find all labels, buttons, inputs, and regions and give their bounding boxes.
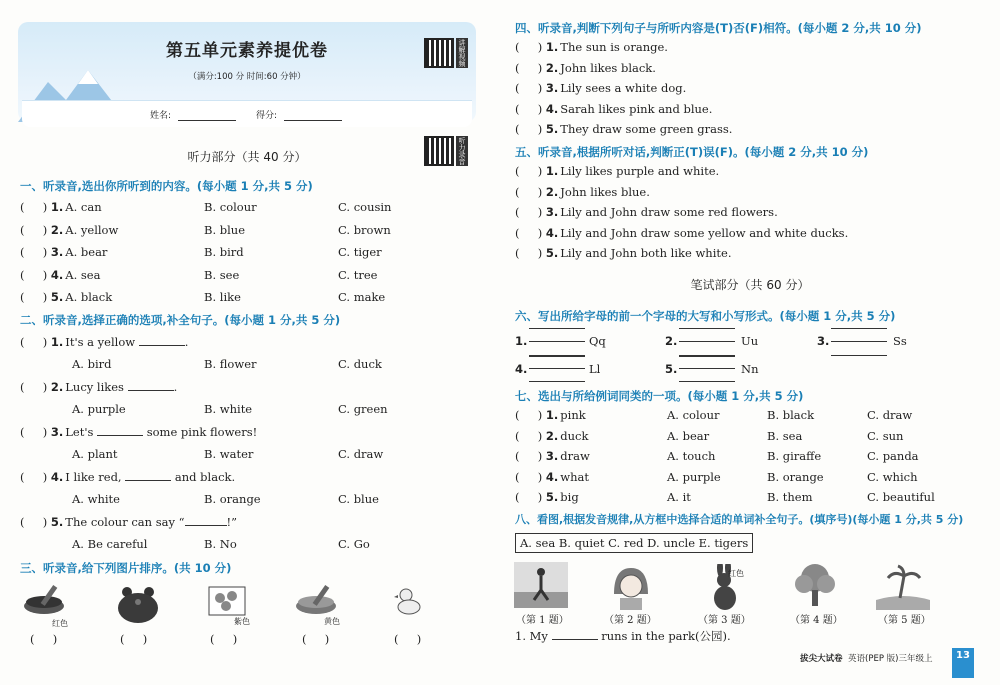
bear-icon	[115, 584, 161, 624]
item-number: 5.	[50, 290, 64, 304]
duck-icon	[394, 586, 424, 616]
item-number: 2.	[50, 222, 64, 237]
section-4-title: 四、听录音,判断下列句子与所听内容是(T)否(F)相符。(每小题 2 分,共 10 分)	[515, 21, 922, 35]
list-item: ( ) 3. Lily sees a white dog.	[515, 81, 687, 96]
list-item: ( ) 5. Lily and John both like white.	[515, 246, 732, 261]
option-a: A. can	[65, 200, 102, 214]
option-c: C. beautiful	[867, 490, 935, 505]
sentence-post: !”	[226, 515, 238, 529]
option-b: B. giraffe	[767, 449, 822, 464]
option-b: B. No	[204, 537, 237, 551]
item-number: 4.	[515, 362, 528, 376]
option-b: B. orange	[767, 469, 824, 484]
section-5-list	[515, 164, 848, 267]
name-score-bar	[22, 100, 472, 127]
option-c: C. tree	[338, 267, 378, 282]
option-a: A. bird	[72, 357, 112, 371]
list-item: ( ) 2. John likes black.	[515, 60, 656, 75]
item-number: 3.	[545, 81, 559, 96]
section-1-title: 一、听录音,选出你所听到的内容。(每小题 1 分,共 5 分)	[20, 179, 313, 193]
item-number: 4.	[545, 225, 559, 240]
flowers-icon	[208, 586, 246, 616]
writing-lines[interactable]	[529, 356, 585, 382]
item-number: 1.	[50, 200, 64, 214]
answer-blank[interactable]	[185, 524, 227, 526]
section-7-title: 七、选出与所给例词同类的一项。(每小题 1 分,共 5 分)	[515, 389, 804, 403]
name-field[interactable]	[178, 119, 236, 121]
answer-blank[interactable]	[552, 638, 598, 640]
example-word: duck	[560, 428, 589, 443]
item-number: 3.	[50, 245, 64, 259]
statement: They draw some green grass.	[560, 122, 733, 137]
option-a: A. it	[667, 490, 691, 505]
item-number: 2.	[545, 60, 559, 75]
tree-icon	[788, 562, 842, 608]
flowers-label: 紫色	[234, 617, 250, 626]
sentence-post: runs in the park(公园).	[601, 629, 731, 643]
option-c: C. blue	[338, 492, 379, 506]
item-number: 4.	[545, 469, 559, 484]
section-2-title: 二、听录音,选择正确的选项,补全句子。(每小题 1 分,共 5 分)	[20, 313, 341, 327]
statement: Sarah likes pink and blue.	[560, 101, 713, 116]
item-number: 2.	[545, 428, 559, 443]
option-c: C. Go	[338, 537, 370, 551]
statement: Lily sees a white dog.	[560, 81, 687, 96]
statement: John likes black.	[560, 60, 656, 75]
paint-label: 红色	[52, 619, 68, 628]
sentence-post: .	[184, 335, 189, 349]
option-c: C. duck	[338, 357, 382, 371]
order-blank-5[interactable]: ( )	[394, 632, 422, 646]
picture-caption: （第 5 题）	[878, 615, 931, 626]
option-b: B. colour	[204, 200, 257, 214]
option-c: C. brown	[338, 222, 391, 237]
item-number: 3.	[817, 334, 830, 348]
option-a: A. bear	[667, 428, 710, 443]
section-6-grid	[515, 326, 955, 382]
sentence-post: and black.	[174, 470, 236, 484]
given-letter: Ss	[893, 334, 907, 348]
list-item: ( ) 1. The sun is orange.	[515, 40, 668, 54]
section-3-title: 三、听录音,给下列图片排序。(共 10 分)	[20, 561, 232, 575]
order-blank-3[interactable]: ( )	[210, 632, 238, 646]
item-number: 5.	[545, 490, 559, 505]
sentence-pre: It's a yellow	[65, 335, 136, 349]
footer-book: 英语(PEP 版)三年级上	[848, 654, 933, 664]
writing-lines[interactable]	[679, 356, 735, 382]
score-label: 得分:	[256, 111, 278, 121]
option-b: B. water	[204, 447, 254, 461]
rabbit-label: 红色	[728, 569, 744, 578]
island-icon	[876, 564, 930, 610]
page-title: 第五单元素养提优卷	[166, 41, 328, 61]
qr-code-listening[interactable]	[424, 136, 454, 166]
list-item: ( ) 2. duck A. bear B. sea C. sun	[515, 428, 904, 443]
option-c: C. which	[867, 469, 918, 484]
item-number: 4.	[50, 470, 64, 484]
list-item: ( ) 1. It's a yellow . A. bird B. flower C. duck	[20, 335, 382, 371]
item-number: 3.	[545, 449, 559, 464]
item-number: 5.	[665, 362, 678, 376]
sentence-pre: 1. My	[515, 629, 548, 643]
item-number: 5.	[50, 515, 64, 529]
sentence-pre: Let's	[65, 425, 94, 439]
footer-brand: 拔尖大试卷	[800, 654, 843, 664]
option-b: B. sea	[767, 428, 803, 443]
given-letter: Qq	[589, 334, 606, 348]
option-a: A. plant	[72, 447, 118, 461]
option-a: A. purple	[667, 469, 721, 484]
item-number: 1.	[515, 334, 528, 348]
sentence-pre: The colour can say “	[65, 515, 185, 529]
picture-caption: （第 2 题）	[604, 615, 657, 626]
section-2-list	[20, 335, 388, 560]
list-item: ( ) 2. Lucy likes . A. purple B. white C. green	[20, 380, 388, 416]
item-number: 3.	[50, 425, 64, 439]
list-item: ( ) 5. The colour can say “ !” A. Be careful B. No C. Go	[20, 515, 370, 551]
option-a: A. black	[65, 290, 113, 304]
list-item: ( ) 2. John likes blue.	[515, 184, 650, 199]
item-number: 2.	[665, 334, 678, 348]
answer-blank[interactable]	[139, 344, 185, 346]
section-4-list	[515, 40, 732, 143]
picture-caption: （第 3 题）	[698, 615, 751, 626]
list-item	[515, 362, 529, 376]
option-a: A. purple	[72, 402, 126, 416]
example-word: pink	[560, 408, 586, 422]
writing-lines[interactable]	[529, 328, 585, 356]
picture-caption: （第 1 题）	[516, 615, 569, 626]
option-a: A. yellow	[65, 222, 119, 237]
paint-pot-icon	[294, 584, 344, 618]
option-b: B. bird	[204, 245, 244, 259]
option-b: B. them	[767, 490, 813, 505]
given-letter: Uu	[741, 334, 759, 348]
statement: John likes blue.	[560, 184, 650, 199]
item-number: 5.	[545, 246, 559, 261]
option-b: B. orange	[204, 492, 261, 506]
paint-label: 黄色	[324, 617, 340, 626]
item-number: 1.	[545, 408, 559, 422]
statement: Lily likes purple and white.	[560, 164, 720, 178]
option-a: A. Be careful	[72, 537, 148, 551]
list-item: ( ) 4. Sarah likes pink and blue.	[515, 101, 713, 116]
written-heading: 笔试部分（共 60 分）	[690, 278, 810, 292]
answer-blank[interactable]	[128, 389, 174, 391]
sentence-pre: I like red,	[65, 470, 122, 484]
item-number: 4.	[545, 101, 559, 116]
option-c: C. make	[338, 290, 386, 304]
paint-pot-icon	[22, 584, 72, 618]
item-number: 2.	[50, 380, 64, 394]
list-item	[817, 334, 831, 348]
sentence-post: .	[173, 380, 178, 394]
writing-lines[interactable]	[679, 328, 735, 356]
picture-caption: （第 4 题）	[790, 615, 843, 626]
option-a: A. sea	[65, 267, 101, 282]
list-item: ( ) 3. Lily and John draw some red flowers.	[515, 205, 778, 220]
statement: Lily and John draw some red flowers.	[560, 205, 778, 220]
listening-heading: 听力部分（共 40 分）	[187, 150, 307, 164]
answer-blank[interactable]	[97, 434, 143, 436]
list-item: ( ) 4. I like red, and black. A. white B. orange C. blue	[20, 470, 379, 506]
item-number: 1.	[50, 335, 64, 349]
list-item: ( ) 3. draw A. touch B. giraffe C. panda	[515, 449, 919, 464]
option-c: C. draw	[867, 408, 913, 422]
list-item	[665, 362, 679, 376]
item-number: 2.	[545, 184, 559, 199]
qr-code[interactable]	[424, 38, 454, 68]
option-c: C. cousin	[338, 200, 392, 214]
statement: The sun is orange.	[560, 40, 668, 54]
section-7-list	[515, 408, 955, 511]
item-number: 4.	[50, 267, 64, 282]
option-a: A. touch	[667, 449, 716, 464]
word-box: A. sea B. quiet C. red D. uncle E. tigers	[515, 533, 753, 553]
runner-icon	[514, 562, 568, 608]
qr-label: 讲解视频	[458, 39, 466, 67]
statement: Lily and John draw some yellow and white ducks.	[560, 225, 849, 240]
order-blank-1[interactable]: ( )	[30, 632, 58, 646]
order-blank-2[interactable]: ( )	[120, 632, 148, 646]
statement: Lily and John both like white.	[560, 246, 732, 261]
example-word: what	[560, 469, 590, 484]
option-c: C. draw	[338, 447, 384, 461]
list-item: ( ) 4. Lily and John draw some yellow and white ducks.	[515, 225, 849, 240]
girl-icon	[604, 564, 658, 610]
option-a: A. white	[72, 492, 120, 506]
order-blank-4[interactable]: ( )	[302, 632, 330, 646]
option-c: C. tiger	[338, 245, 382, 259]
sentence-1	[515, 628, 731, 644]
option-b: B. see	[204, 267, 240, 282]
option-b: B. like	[204, 290, 241, 304]
option-b: B. white	[204, 402, 253, 416]
writing-lines[interactable]	[831, 328, 887, 356]
example-word: draw	[560, 449, 590, 464]
option-c: C. panda	[867, 449, 919, 464]
score-field[interactable]	[284, 119, 342, 121]
option-b: B. flower	[204, 357, 257, 371]
list-item	[515, 334, 529, 348]
page-number: 13	[952, 648, 974, 678]
item-number: 1.	[545, 40, 559, 54]
option-c: C. sun	[867, 428, 904, 443]
section-5-title: 五、听录音,根据所听对话,判断正(T)误(F)。(每小题 2 分,共 10 分)	[515, 145, 869, 159]
item-number: 3.	[545, 205, 559, 220]
section-8-title: 八、看图,根据发音规律,从方框中选择合适的单词补全句子。(填序号)(每小题 1 分,共 5 分)	[515, 513, 964, 526]
list-item: ( ) 1. Lily likes purple and white.	[515, 164, 720, 178]
option-c: C. green	[338, 402, 388, 416]
item-number: 5.	[545, 122, 559, 137]
option-a: A. colour	[667, 408, 720, 422]
answer-blank[interactable]	[125, 479, 171, 481]
list-item: ( ) 1. pink A. colour B. black C. draw	[515, 408, 913, 422]
page-subtitle: （满分:100 分 时间:60 分钟）	[188, 72, 306, 82]
name-label: 姓名:	[150, 111, 172, 121]
qr-listening-label: 听力录音	[458, 137, 466, 165]
list-item: ( ) 4. what A. purple B. orange C. which	[515, 469, 918, 484]
option-b: B. black	[767, 408, 815, 422]
sentence-pre: Lucy likes	[65, 380, 124, 394]
list-item: ( ) 3. Let's some pink flowers! A. plant B. water C. draw	[20, 425, 384, 461]
given-letter: Nn	[741, 362, 759, 376]
section-6-title: 六、写出所给字母的前一个字母的大写和小写形式。(每小题 1 分,共 5 分)	[515, 309, 896, 323]
option-b: B. blue	[204, 222, 246, 237]
list-item: ( ) 5. They draw some green grass.	[515, 122, 733, 137]
item-number: 1.	[545, 164, 559, 178]
example-word: big	[560, 490, 579, 505]
given-letter: Ll	[589, 362, 601, 376]
list-item	[665, 334, 679, 348]
option-a: A. bear	[65, 245, 108, 259]
list-item: ( ) 5. big A. it B. them C. beautiful	[515, 490, 935, 505]
sentence-post: some pink flowers!	[146, 425, 258, 439]
